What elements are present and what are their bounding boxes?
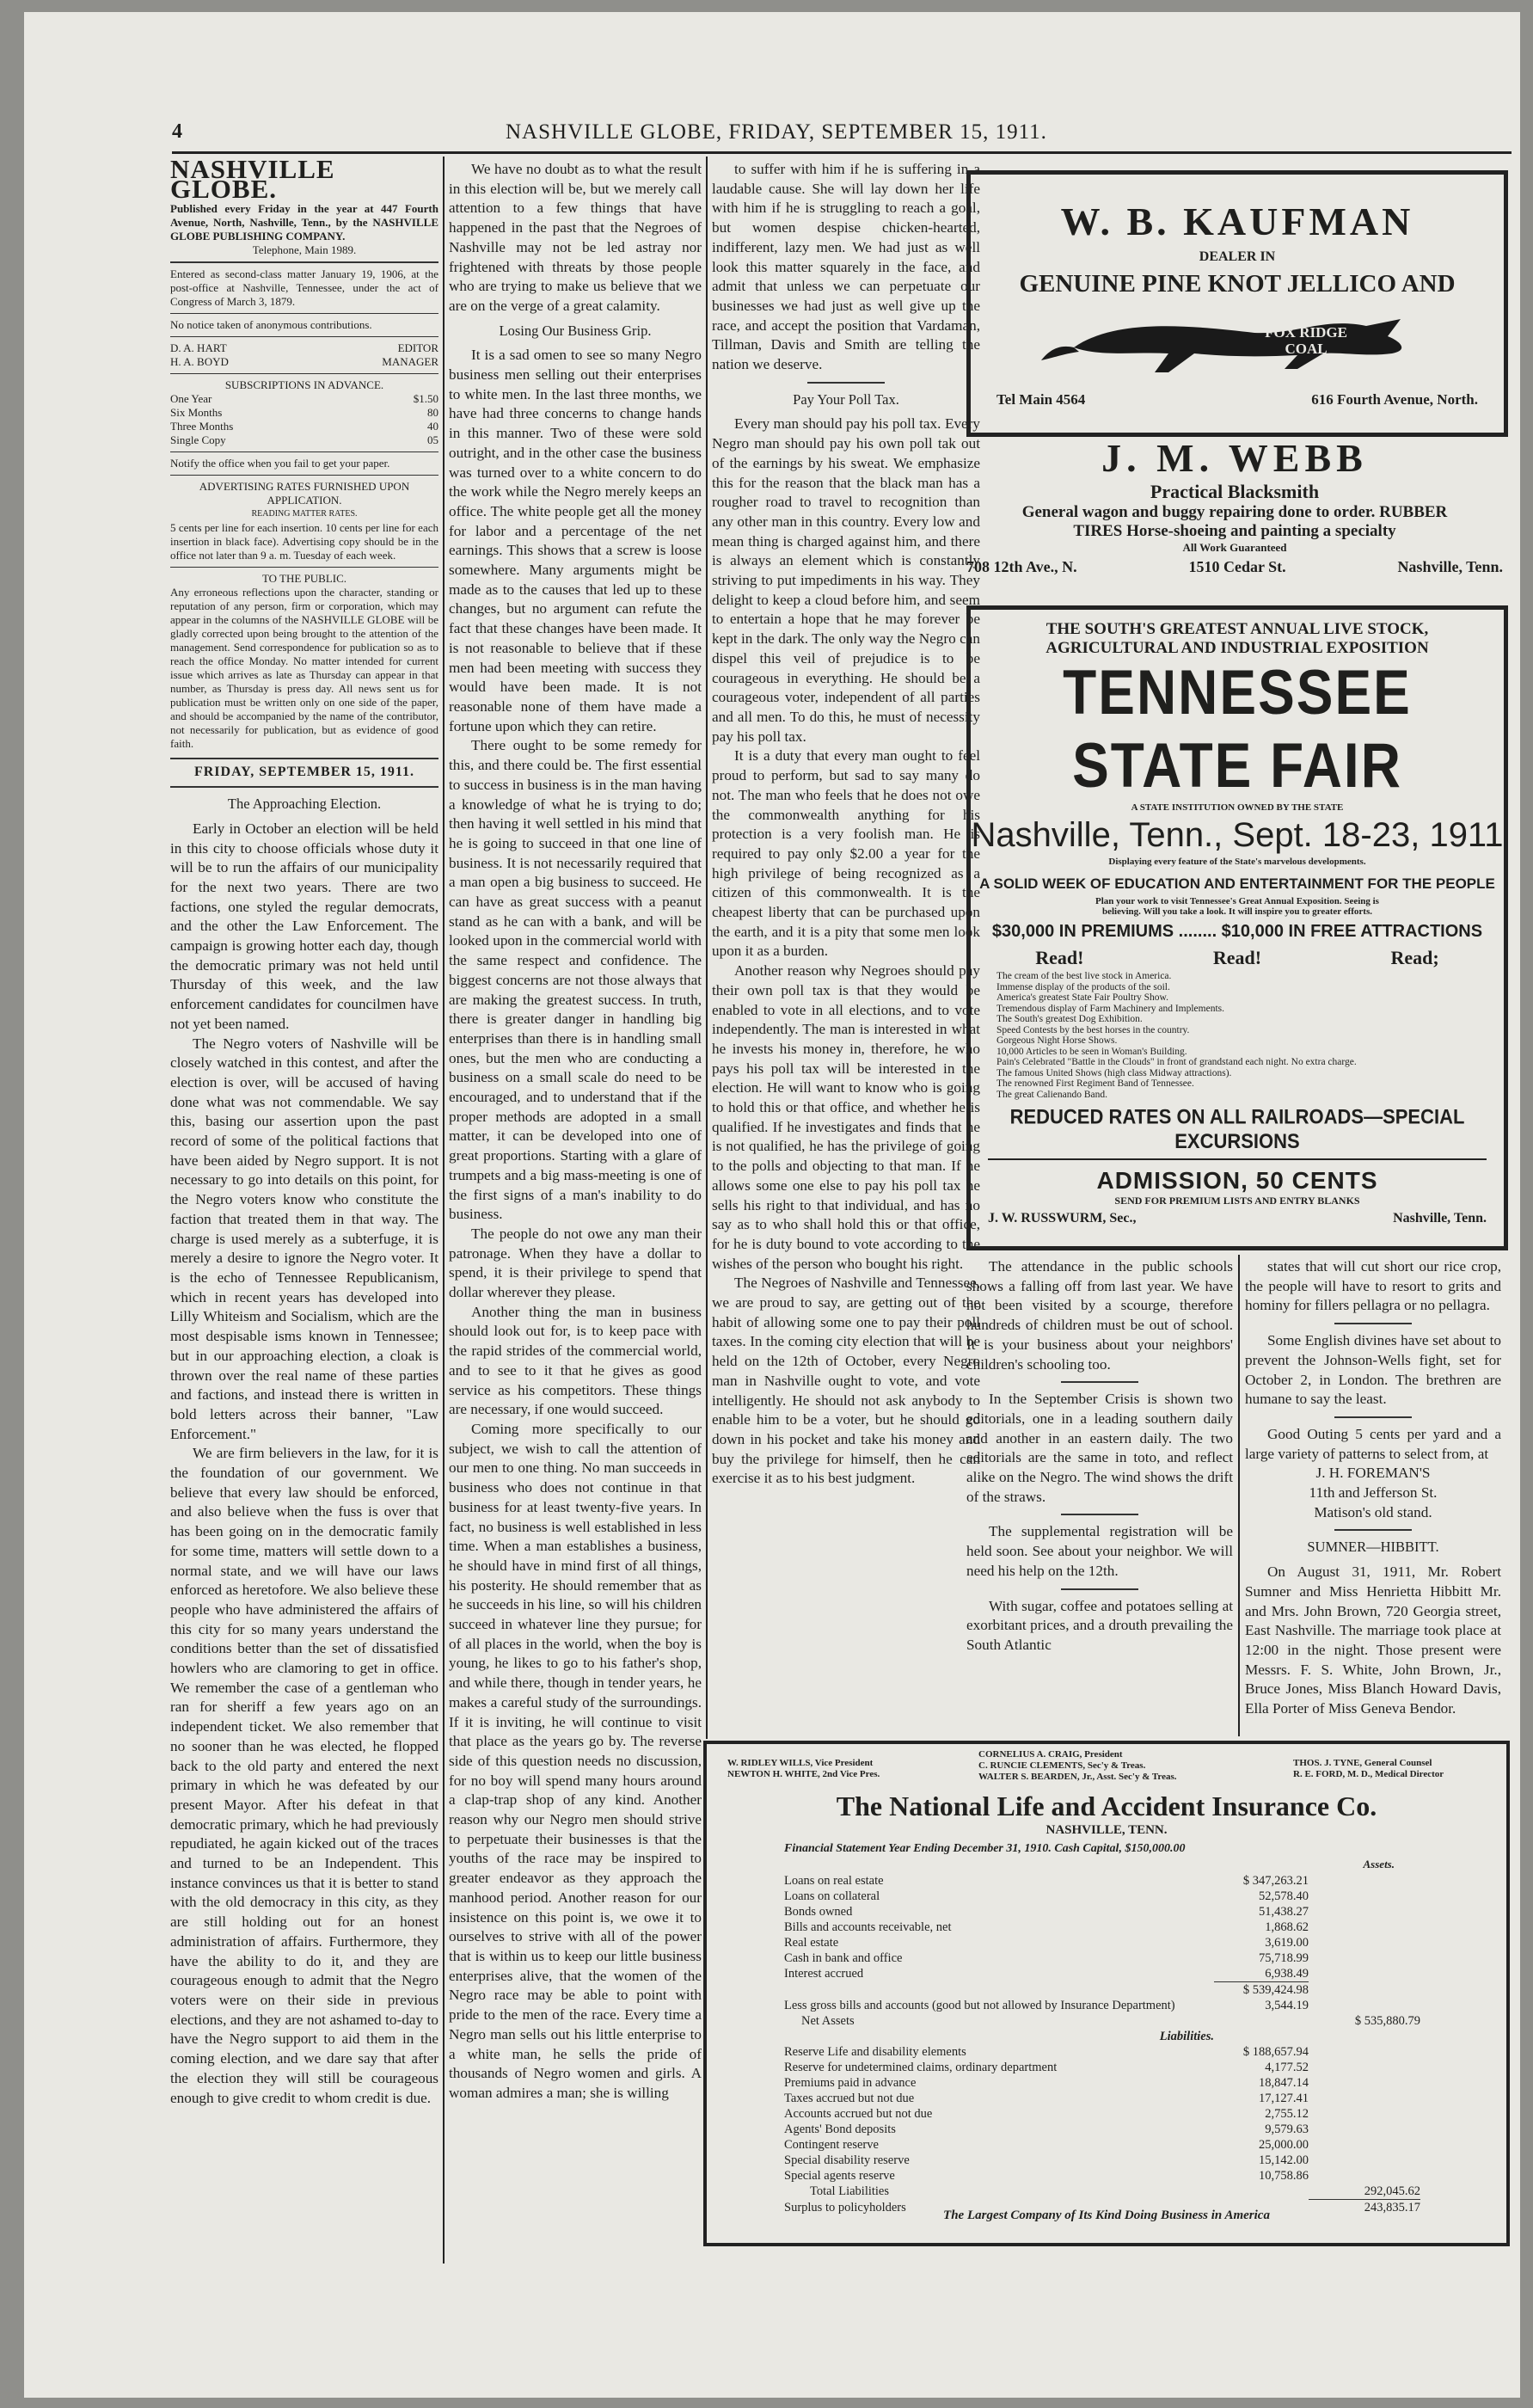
asset-row: Loans on collateral 52,578.40 — [784, 1889, 1309, 1903]
column-5 — [966, 1257, 1233, 1730]
ad-line: TIRES Horse-shoeing and painting a specialty — [1073, 522, 1396, 540]
fair-read: Read! Read! Read; — [1035, 947, 1439, 968]
fair-item: The great Calienando Band. — [996, 1089, 1108, 1100]
advertising-title: ADVERTISING RATES FURNISHED UPON APPLICATION. — [199, 480, 410, 507]
fair-title: TENNESSEE STATE FAIR — [1063, 656, 1412, 801]
staff-manager: H. A. BOYD MANAGER — [170, 355, 438, 369]
liability-row: Accounts accrued but not due 2,755.12 — [784, 2107, 1309, 2121]
paragraph: states that will cut short our rice crop, the people will have to resort to grits and hominy for fillers pellagra or no pellagra. — [1245, 1258, 1501, 1314]
asset-row: Real estate 3,619.00 — [784, 1936, 1309, 1950]
paragraph: Another thing the man in business should look out for, is to keep pace with the rapid strides of the commercial world, and to see to it that he gives as good service as his competitors. These things are necessary, if one would succeed. — [449, 1303, 702, 1418]
asset-row: Cash in bank and office 75,718.99 — [784, 1951, 1309, 1965]
fair-top: THE SOUTH'S GREATEST ANNUAL LIVE STOCK, — [1046, 620, 1429, 638]
column-rule — [1238, 1255, 1240, 1736]
article-heading: SUMNER—HIBBITT. — [1307, 1539, 1439, 1556]
paragraph: to suffer with him if he is suffering in a laudable cause. She will lay down her life with him if he is struggling to reach a goal, but women despise chicken-hearted, indifferent, lazy men. We had just as well look this matter squarely in the face, and admit that unless we can perpetuate our businesses we had just as well give up the race, and accept the position that Vardaman, Tillman, Davis and Smith are telling the nation we deserve. — [712, 161, 980, 373]
article-heading: The Approaching Election. — [227, 796, 382, 813]
running-head-title: NASHVILLE GLOBE, FRIDAY, SEPTEMBER 15, 1911. — [506, 120, 1047, 144]
paragraph: Some English divines have set about to prevent the Johnson-Wells fight, set for October 2, in London. The brethren are humane to say the least. — [1245, 1332, 1501, 1408]
paragraph: Another reason why Negroes should pay their own poll tax is that they would be enabled to vote in all elections, and to vote independently. The man is interested in what he invests his money in, therefore, he who pays his poll tax will be interested in the election. He will want to know who is going to hold this or that office, and whether he is qualified. If he investigates and finds that he is not qualified, he has the privilege of going to the polls and objecting to that man. If he allows some one else to pay his poll tax he sells his right to that individual, and has no say as to who shall hold this or that office, for he is duty bound to vote according to the wishes of the person who bought his right. — [712, 962, 980, 1272]
fox-logo-icon — [1039, 300, 1435, 378]
masthead-info — [170, 202, 438, 751]
rates-text: 5 cents per line for each insertion. 10 cents per line for each insertion in black face). Advertising copy should be in the office not later than 9 a. m. Tuesday of each week. — [170, 521, 438, 562]
subscription-row: Single Copy 05 — [170, 433, 438, 447]
assets-head: Assets. — [1363, 1858, 1395, 1870]
insurance-name: The National Life and Accident Insurance Co. — [836, 1791, 1377, 1821]
ad-address: 616 Fourth Avenue, North. — [1311, 391, 1478, 408]
liability-row: Reserve for undetermined claims, ordinary department 4,177.52 — [784, 2061, 1309, 2074]
fair-item: Tremendous display of Farm Machinery and Implements. — [996, 1003, 1224, 1014]
fair-send: SEND FOR PREMIUM LISTS AND ENTRY BLANKS — [1114, 1195, 1360, 1207]
liability-row: Special disability reserve 15,142.00 — [784, 2153, 1309, 2167]
column-rule — [706, 157, 708, 1739]
fair-items — [996, 971, 1478, 1100]
column-2 — [449, 160, 702, 2258]
paragraph: It is a duty that every man ought to feel proud to perform, but sad to say many do not. The man who feels that he does not owe the commonwealth anything for his protection is a very foolish man. He is required to pay only $2.00 a year for the high privilege of being recognized as a citizen of this commonwealth. It is the cheapest liberty that can be purchased upon the earth, and it is a pity that some men look upon it as a burden. — [712, 747, 980, 960]
assets-table — [784, 1873, 1420, 2215]
entry-notice: Entered as second-class matter January 19, 1906, at the post-office at Nashville, Tennessee, under the act of Congress of March 3, 1879. — [170, 267, 438, 309]
paragraph: We are firm believers in the law, for it is the foundation of our government. We believe that every law should be enforced, and also believe when the fuss is over that has been going on in the democratic family for some time, matters will settle down to a normal state, and we will have our laws enforced as heretofore. We also believe these people who have administered the affairs of this city for so many years understand the conditions better than the set of dissatisfied howlers who are clamoring to get in office. We remember the case of a gentleman who ran for sheriff a few years ago on an independent ticket. We also remember that no sooner than he was elected, he flopped back to the old party and entered the next primary in which he was defeated by our present Mayor. After his defeat in that democratic primary, which he had previously repudiated, he again kicked out of the traces and turned to be an Independent. This instance convinces us that it is better to stand with the old democracy in this city, as they are still holding out for an honest administration of affairs. Furthermore, they have the ability to do it, and they are courageous enough to admit that the Negro voters were on their side in previous elections, and they are not ashamed to-day to have the Negro support to aid them in the coming election, and we dare say that after the election they will still be courageous enough to give credit to whom credit is due. — [170, 1445, 438, 2106]
paragraph: The attendance in the public schools shows a falling off from last year. We have not been visited by a scourge, therefore hundreds of children must be out of school. It is your business about your neighbors' children's schooling too. — [966, 1258, 1233, 1373]
net-row: Net Assets $ 535,880.79 — [801, 2014, 1420, 2028]
fair-dates: Nashville, Tenn., Sept. 18-23, 1911 — [971, 816, 1504, 854]
paragraph: There ought to be some remedy for this, and there could be. The first essential to success in business is in the man having a knowledge of what he is trying to do; then having it well settled in his mind that he is going to succeed in that one line of business. It is not necessarily required that a man open a big business to succeed. He can have as great success with a peanut stand as he can with a bank, and will be looked upon in the commercial world with the same respect and confidence. The biggest concerns are not those always that are making the greatest success. In truth, there is greater danger in handling big enterprises than there is in handling small ones, but the men who are conducting a business on a small scale do need to be encouraged, and to understand that if the proper methods are adopted in a small matter, it can be developed into one of great proportions. Starting with a glare of trumpets and a big mass-meeting is one of the first signs of a man's inability to do business. — [449, 737, 702, 1223]
reading-rates-title: READING MATTER RATES. — [251, 509, 358, 519]
ad-product: GENUINE PINE KNOT JELLICO AND — [1019, 270, 1456, 298]
ad-addresses: 708 12th Ave., N. 1510 Cedar St. Nashville, Tenn. — [966, 558, 1503, 575]
surplus-row: Surplus to policyholders 243,835.17 — [784, 2200, 1420, 2214]
paragraph: Coming more specifically to our subject, we wish to call the attention of our men to one thing. No man succeeds in business who does not continue in that business for at least twenty-five years. In fact, no business is well established in less time. When a man establishes a business, he should have in mind first of all things, his posterity. He should remember that as he succeeds in his line, so will his children succeed in whatever line they pursue; for of all places in the world, when the boy is young, he likes to go to his father's shop, and while there, though in tender years, he makes a careful study of the surroundings. If it is inviting, he will continue to visit that place as the years go by. The reverse side of this question needs no discussion, for no boy will spend many hours around a clap-trap shop of any kind. Another reason why our Negro men should strive to perpetuate their businesses is that the youths of the race may be inspired to greater endeavor as they approach the manhood period. Another reason for our insistence on this point is, we owe it to ourselves to strive with all of the power that is within us to keep our little business enterprises alive, that the women of the Negro race may be able to point with pride to the men of the race. Every time a Negro man sells out his little enterprise to a white man, he sells the pride of thousands of Negro women and girls. A woman admires a man; she is willing — [449, 1421, 702, 2101]
fair-item: Speed Contests by the best horses in the country. — [996, 1024, 1190, 1035]
asset-row: Loans on real estate $ 347,263.21 — [784, 1874, 1309, 1888]
public-notice: Any erroneous reflections upon the character, standing or reputation of any person, firm or corporation, which may appear in the columns of the NASHVILLE GLOBE will be gladly corrected upon being brought to the attention of the management. Send correspondence for publication so as to reach the office Monday. No matter intended for current issue which arrives as late as Thursday can appear in that number, as Thursday is press day. All news sent us for publication must be written only on one side of the paper, and should be accompanied by the name of the contributor, not necessarily for publication, but as evidence of good faith. — [170, 586, 438, 751]
fair-top: AGRICULTURAL AND INDUSTRIAL EXPOSITION — [1046, 639, 1429, 657]
officers-middle: CORNELIUS A. CRAIG, President C. RUNCIE CLEMENTS, Sec'y & Treas. WALTER S. BEARDEN, Jr., Asst. Sec'y & Treas. — [978, 1749, 1177, 1782]
insurance-city: NASHVILLE, TENN. — [1046, 1823, 1168, 1837]
column-6 — [1245, 1257, 1501, 1730]
fair-item: The cream of the best live stock in America. — [996, 971, 1172, 981]
column-1 — [170, 160, 438, 2258]
shop-name: J. H. FOREMAN'S — [1315, 1465, 1431, 1482]
subscription-row: Six Months 80 — [170, 406, 438, 420]
column-3 — [712, 160, 980, 1734]
total-row: Total Liabilities 292,045.62 — [810, 2184, 1420, 2199]
paragraph: We have no doubt as to what the result in this election will be, but we merely call attention to a few things that have happened in the past that the Negroes of Nashville may not be led astray nor frightened with threats by those people who are trying to make us believe that we are on the verge of a great calamity. — [449, 161, 702, 314]
paragraph: The people do not owe any man their patronage. When they have a dollar to spend, it is their privilege to spend that dollar wherever they please. — [449, 1225, 702, 1301]
fair-item: Pain's Celebrated "Battle in the Clouds" in front of grandstand each night. No extra charge. — [996, 1057, 1357, 1067]
ad-line: General wagon and buggy repairing done to order. RUBBER — [1021, 503, 1448, 521]
subscriptions-title: SUBSCRIPTIONS IN ADVANCE. — [224, 378, 384, 392]
paragraph: Good Outing 5 cents per yard and a large variety of patterns to select from, at — [1245, 1425, 1501, 1462]
paragraph: With sugar, coffee and potatoes selling at exorbitant prices, and a drouth prevailing the South Atlantic — [966, 1597, 1233, 1653]
liability-row: Special agents reserve 10,758.86 — [784, 2169, 1309, 2183]
asset-row: Bonds owned 51,438.27 — [784, 1905, 1309, 1919]
fair-plan: believing. Will you take a look. It will inspire you to greater efforts. — [1101, 906, 1372, 917]
fair-rates: REDUCED RATES ON ALL RAILROADS—SPECIAL EXCURSIONS — [1009, 1104, 1465, 1153]
staff-editor: D. A. HART EDITOR — [170, 341, 438, 355]
insurance-ad — [703, 1741, 1510, 2246]
fair-footer: J. W. RUSSWURM, Sec., Nashville, Tenn. — [988, 1211, 1487, 1226]
telephone: Telephone, Main 1989. — [252, 243, 357, 257]
fair-admission: ADMISSION, 50 CENTS — [1096, 1167, 1378, 1194]
statement-title: Financial Statement Year Ending December 31, 1910. Cash Capital, $150,000.00 — [784, 1842, 1186, 1855]
ad-guarantee: All Work Guaranteed — [1182, 541, 1287, 554]
subscription-row: Three Months 40 — [170, 420, 438, 433]
paragraph: The Negro voters of Nashville will be closely watched in this contest, and after the election is over, will be accused of having done what was not commendable. We say this, basing our assertion upon the past record of some of the political factions that have been aided by Negro support. It is not necessary to go into details on this point, for the Negro voters know who constitute the faction that treated them in that way. The charge is used merely as a subterfuge, it is merely a desire to ignore the Negro voter. It is the echo of Tennessee Republicanism, which in recent years has developed into Lilly Whiteism and Socialism, which are the most despisable isms known in Tennessee; but in our approaching election, a cloak is thrown over the real name of these parties and factions, and instead there is written in bold letters across their banner, "Law Enforcement." — [170, 1035, 438, 1442]
paragraph: On August 31, 1911, Mr. Robert Sumner and Miss Henrietta Hibbitt Mr. and Mrs. John Brown, 720 Georgia street, East Nashville. The marriage took place at 12:00 in the night. Those present were Messrs. F. S. White, John Brown, Jr., Bruce Jones, Miss Blanch Howard Davis, Ella Porter of Miss Geneva Bendor. — [1245, 1563, 1501, 1717]
paragraph: Every man should pay his poll tax. Every Negro man should pay his own poll tak out of the earnings by his sweat. We emphasize this for the reason that the black man has a rougher road to travel to recognition than any other man in this country. Every low and mean thing is charged against him, and there is always an element which is constantly striving to put impediments in his way. They delight to keep a cloud before him, and seem to entertain a hope that he may forever be kept in the dark. The only way the Negro can dispel this veil of prejudice is to be courageous in everything. He should be a courageous voter, independent of all parties and all men. To do this, he must of necessity pay his poll tax. — [712, 415, 980, 745]
asset-row: Interest accrued 6,938.49 — [784, 1967, 1309, 1981]
fair-plan: Plan your work to visit Tennessee's Great Annual Exposition. Seeing is — [1095, 896, 1379, 906]
liabilities-head-row: Liabilities. — [1159, 2030, 1214, 2043]
publication-info: Published every Friday in the year at 447 Fourth Avenue, North, Nashville, Tenn., by the NASHVILLE GLOBE PUBLISHING COMPANY. — [170, 202, 438, 243]
kaufman-ad — [966, 170, 1508, 437]
paragraph: The supplemental registration will be held soon. See about your neighbor. We will need his help on the 12th. — [966, 1523, 1233, 1579]
shop-address: 11th and Jefferson St. — [1309, 1484, 1438, 1502]
ad-name: W. B. KAUFMAN — [1060, 200, 1414, 243]
paragraph: The Negroes of Nashville and Tennessee, we are proud to say, are getting out of the habit of allowing some one to pay their poll taxes. In the coming city election that will be held on the 12th of October, every Negro man in Nashville ought to vote, and vote intelligently. He should not ask anybody to enable him to be a voter, but he should go down in his pocket and take his money and buy the privilege for himself, then he can exercise it as to his best judgment. — [712, 1275, 980, 1487]
fair-item: America's greatest State Fair Poultry Show. — [996, 992, 1168, 1003]
masthead-title: NASHVILLE GLOBE. — [170, 160, 335, 204]
running-header — [24, 120, 1520, 146]
officers-left: W. RIDLEY WILLS, Vice President NEWTON H. WHITE, 2nd Vice Pres. — [727, 1758, 880, 1779]
fair-display: Displaying every feature of the State's marvelous developments. — [1108, 857, 1366, 867]
paragraph: In the September Crisis is shown two editorials, one in a leading southern daily and another in an eastern daily. The two editorials are the same in toto, and reflect alike on the Negro. The wind shows the drift of the straws. — [966, 1391, 1233, 1505]
header-rule — [172, 151, 1512, 154]
brand-label: FOX RIDGE COAL — [1265, 324, 1347, 357]
liability-row: Contingent reserve 25,000.00 — [784, 2138, 1309, 2152]
officers-right: THOS. J. TYNE, General Counsel R. E. FORD, M. D., Medical Director — [1293, 1758, 1444, 1779]
article-heading: Losing Our Business Grip. — [499, 322, 652, 339]
liability-row: Taxes accrued but not due 17,127.41 — [784, 2092, 1309, 2105]
assets-sum-row: $ 539,424.98 — [784, 1982, 1420, 1999]
fair-item: The South's greatest Dog Exhibition. — [996, 1014, 1143, 1024]
dateline: FRIDAY, SEPTEMBER 15, 1911. — [193, 765, 415, 780]
ad-trade: Practical Blacksmith — [1150, 481, 1320, 502]
less-row: Less gross bills and accounts (good but not allowed by Insurance Department) 3,544.19 — [784, 1999, 1309, 2012]
fair-item: The famous United Shows (high class Midway attractions). — [996, 1067, 1232, 1078]
subscription-row: One Year $1.50 — [170, 392, 438, 406]
state-fair-ad — [966, 605, 1508, 1250]
fair-item: The renowned First Regiment Band of Tennessee. — [996, 1078, 1194, 1089]
column-rule — [443, 157, 445, 2264]
article-heading: Pay Your Poll Tax. — [793, 390, 899, 408]
shop-address: Matison's old stand. — [1314, 1503, 1432, 1520]
asset-row: Bills and accounts receivable, net 1,868.62 — [784, 1920, 1309, 1934]
anonymous-notice: No notice taken of anonymous contributions. — [170, 318, 372, 332]
fair-premiums: $30,000 IN PREMIUMS ........ $10,000 IN FREE ATTRACTIONS — [991, 922, 1483, 941]
notify-notice: Notify the office when you fail to get your paper. — [170, 457, 390, 470]
fair-item: 10,000 Articles to be seen in Woman's Building. — [996, 1046, 1187, 1057]
page-number: 4 — [172, 120, 182, 143]
ad-telephone: Tel Main 4564 — [996, 391, 1086, 408]
newspaper-page — [24, 12, 1520, 2398]
paragraph: Early in October an election will be held in this city to choose officials whose duty it will be to run the affairs of our municipality for the next two years. There are two factions, one styled the regular democrats, and the other the Law Enforcement. The campaign is growing hotter each day, though the democratic primary was not held until Thursday of this week, and the law enforcement candidates for councilmen have not yet been named. — [170, 820, 438, 1032]
fair-item: Gorgeous Night Horse Shows. — [996, 1035, 1118, 1046]
liability-row: Reserve Life and disability elements $ 188,657.94 — [784, 2045, 1309, 2059]
insurance-footer: The Largest Company of Its Kind Doing Business in America — [943, 2208, 1270, 2222]
ad-name: J. M. WEBB — [1101, 436, 1368, 480]
public-title: TO THE PUBLIC. — [261, 572, 347, 586]
fair-item: Immense display of the products of the soil. — [996, 981, 1170, 992]
ad-dealer: DEALER IN — [1199, 249, 1276, 264]
paragraph: It is a sad omen to see so many Negro business men selling out their enterprises to white men. In the last three months, we have had three concerns to change hands in this manner. Two of these were sold outright, and in the other case the business was turned over to a white concern to do the work while the Negro merely keeps an office. The white people get all the money for labor and a percentage of the net earnings. This shows that a screw is loose somewhere. Many arguments might be made as to the causes that led up to these changes, but no argument can refute the fact that these changes have been made. It is not reasonable to believe that if these men had been meeting with success they would have been made. It is not reasonable none of them have made a fortune upon which they can retire. — [449, 347, 702, 734]
fair-owned: A STATE INSTITUTION OWNED BY THE STATE — [1131, 802, 1344, 813]
liability-row: Premiums paid in advance 18,847.14 — [784, 2076, 1309, 2090]
webb-ad — [966, 435, 1503, 599]
liability-row: Agents' Bond deposits 9,579.63 — [784, 2122, 1309, 2136]
fair-week: A SOLID WEEK OF EDUCATION AND ENTERTAINMENT FOR THE PEOPLE — [979, 875, 1495, 892]
